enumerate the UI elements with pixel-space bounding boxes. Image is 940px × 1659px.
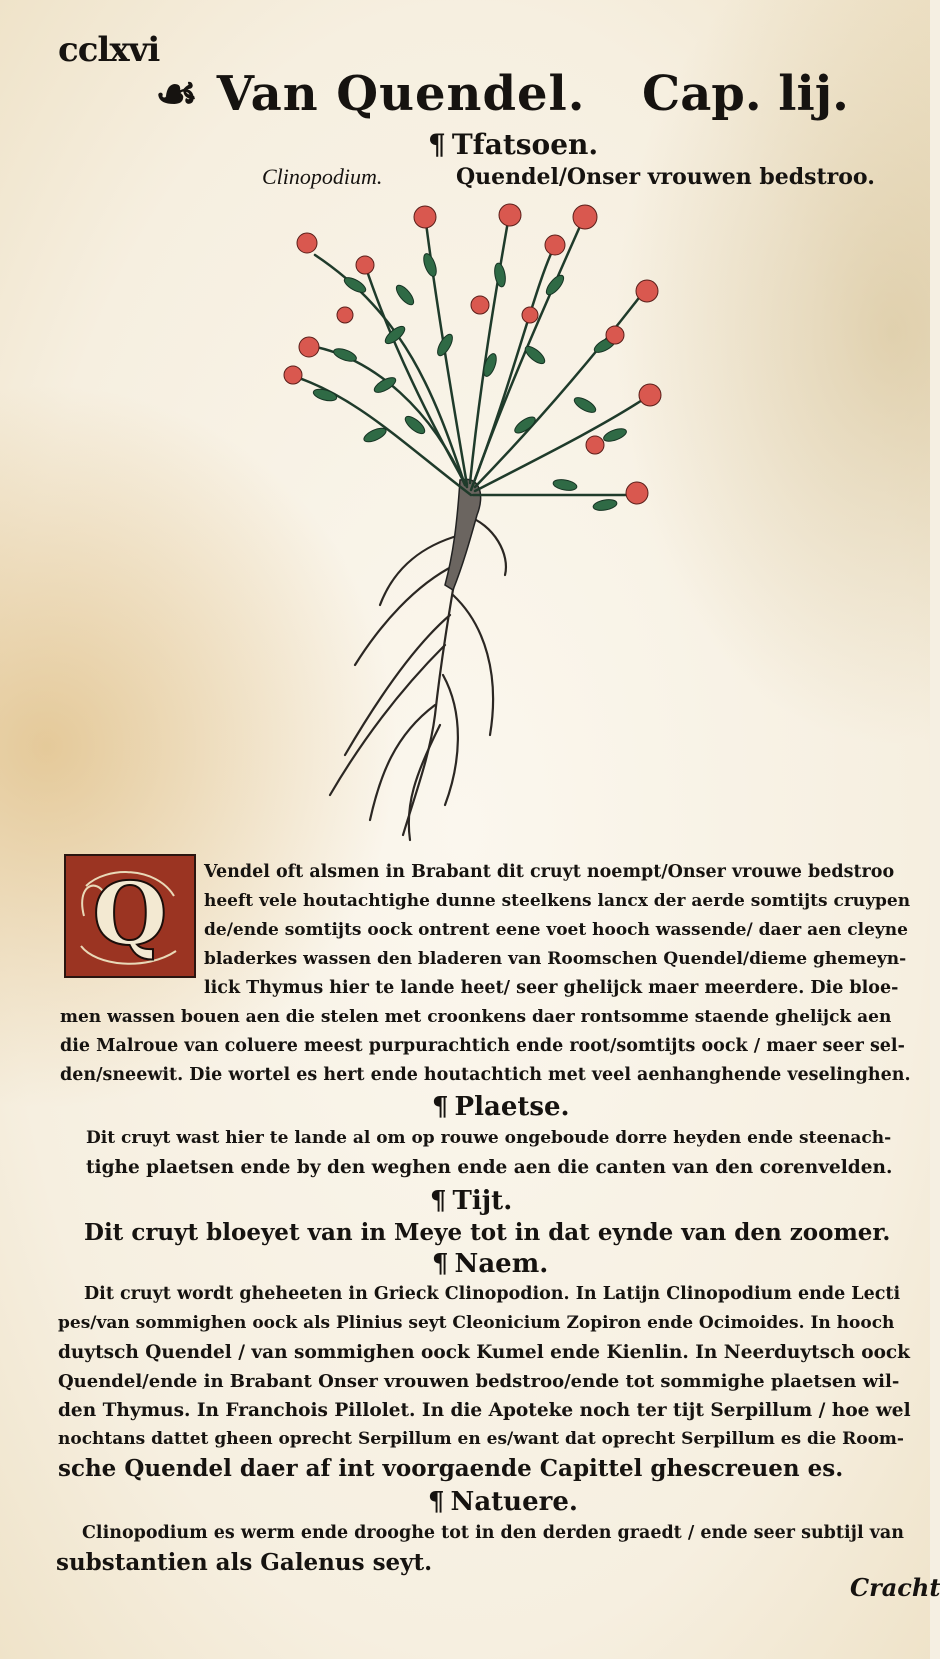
section-heading-text: Natuere. xyxy=(450,1487,578,1517)
chapter-title xyxy=(155,66,586,122)
paragraph-line: Dit cruyt wordt gheheeten in Grieck Clinopodion. In Latijn Clinopodium ende Lecti xyxy=(84,1284,901,1304)
section-heading-naem xyxy=(432,1249,548,1279)
latin-plant-name: Clinopodium. xyxy=(262,164,383,189)
dutch-plant-names: Quendel/Onser vrouwen bedstroo. xyxy=(456,164,875,190)
paragraph-line: Clinopodium es werm ende drooghe tot in den derden graedt / ende seer subtijl van xyxy=(82,1523,904,1543)
paragraph-line: bladerkes wassen den bladeren van Roomschen Quendel/dieme ghemeyn- xyxy=(204,949,907,969)
catchword: Cracht xyxy=(850,1573,940,1602)
paragraph-line: nochtans dattet gheen oprecht Serpillum en es/want dat oprecht Serpillum es die Room- xyxy=(58,1429,904,1449)
paragraph-line: Dit cruyt wast hier te lande al om op rouwe ongeboude dorre heyden ende steenach- xyxy=(86,1128,892,1148)
pilcrow-icon: ¶ xyxy=(432,1092,449,1122)
pilcrow-icon: ¶ xyxy=(428,1487,445,1517)
paragraph-line: duytsch Quendel / van sommighen oock Kumel ende Kienlin. In Neerduytsch oock xyxy=(58,1342,910,1363)
pilcrow-icon: ¶ xyxy=(432,1249,449,1279)
paragraph-line: substantien als Galenus seyt. xyxy=(56,1549,433,1576)
paragraph-line: Dit cruyt bloeyet van in Meye tot in dat eynde van den zoomer. xyxy=(84,1219,891,1246)
paragraph-line: de/ende somtijts oock ontrent eene voet hooch wassende/ daer aen cleyne xyxy=(204,920,908,940)
section-heading-tijt xyxy=(430,1186,512,1216)
paragraph-line: sche Quendel daer af int voorgaende Capittel ghescreuen es. xyxy=(58,1455,844,1482)
paragraph-line: Quendel/ende in Brabant Onser vrouwen bedstroo/ende tot sommighe plaetsen wil- xyxy=(58,1371,900,1392)
section-heading-text: Tfatsoen. xyxy=(451,128,599,161)
initial-q-icon xyxy=(66,856,194,976)
paragraph-line: Vendel oft alsmen in Brabant dit cruyt noempt/Onser vrouwe bedstroo xyxy=(204,862,895,882)
folio-number: cclxvi xyxy=(58,30,160,70)
thyme-plant-woodcut-icon xyxy=(285,195,705,845)
pilcrow-icon: ¶ xyxy=(428,128,446,161)
hand-ornament-icon: ☙ xyxy=(155,66,200,122)
paragraph-line: pes/van sommighen oock als Plinius seyt Cleonicium Zopiron ende Ocimoides. In hooch xyxy=(58,1313,895,1333)
section-heading-text: Plaetse. xyxy=(454,1092,570,1122)
paragraph-line: lick Thymus hier te lande heet/ seer ghelijck maer meerdere. Die bloe- xyxy=(204,978,899,998)
chapter-number: Cap. lij. xyxy=(642,66,849,122)
section-heading-fatsoen xyxy=(428,128,598,161)
paragraph-line: tighe plaetsen ende by den weghen ende aen die canten van den corenvelden. xyxy=(86,1157,893,1178)
decorated-initial xyxy=(64,854,196,978)
chapter-title-text: Van Quendel. xyxy=(216,66,586,122)
paragraph-line: den/sneewit. Die wortel es hert ende houtachtich met veel aenhanghende veselinghen. xyxy=(60,1065,911,1085)
paragraph-line: den Thymus. In Franchois Pillolet. In die Apoteke noch ter tijt Serpillum / hoe wel xyxy=(58,1400,911,1421)
section-heading-natuere xyxy=(428,1487,578,1517)
pilcrow-icon: ¶ xyxy=(430,1186,447,1216)
section-heading-text: Naem. xyxy=(454,1249,549,1279)
paragraph-line: men wassen bouen aen die stelen met croonkens daer rontsomme staende ghelijck aen xyxy=(60,1007,892,1027)
dropcap-letter: Q xyxy=(92,864,168,965)
paragraph-line: die Malroue van coluere meest purpurachtich ende root/somtijts oock / maer seer sel- xyxy=(60,1036,905,1056)
section-heading-text: Tijt. xyxy=(452,1186,513,1216)
paragraph-line: heeft vele houtachtighe dunne steelkens lancx der aerde somtijts cruypen xyxy=(204,891,911,911)
section-heading-plaetse xyxy=(432,1092,570,1122)
